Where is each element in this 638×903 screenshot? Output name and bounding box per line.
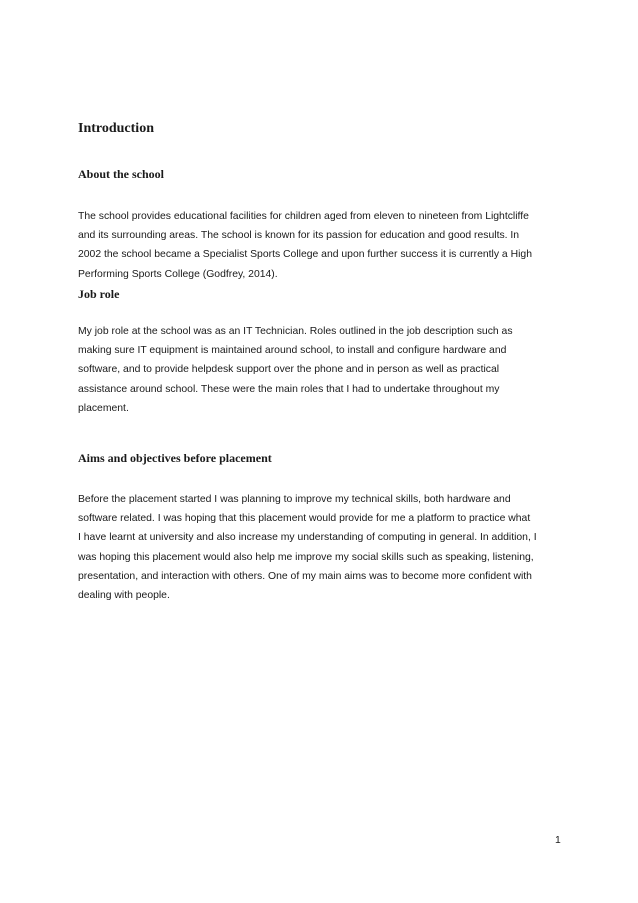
paragraph-line: The school provides educational facilities for children aged from eleven to nineteen from Lightcliffe [78,211,529,222]
section-heading-job-role: Job role [78,287,120,301]
section-heading-aims-objectives: Aims and objectives before placement [78,451,272,465]
page-title: Introduction [78,121,154,136]
paragraph-line: making sure IT equipment is maintained around school, to install and configure hardware and [78,345,507,357]
paragraph-line: assistance around school. These were the main roles that I had to undertake throughout my [78,383,500,395]
paragraph-line: and its surrounding areas. The school is known for its passion for education and good results. In [78,230,520,242]
paragraph-job-role [78,322,564,418]
paragraph-line: I have learnt at university and also increase my understanding of computing in general. In addition, I [78,532,537,544]
paragraph-line: software related. I was hoping that this placement would provide for me a platform to practice what [78,513,531,525]
section-heading-about-school: About the school [78,167,165,181]
page-number: 1 [555,835,561,846]
paragraph-line: 2002 the school became a Specialist Sports College and upon further success it is currently a High [78,249,532,261]
paragraph-line: software, and to provide helpdesk support over the phone and in person as well as practical [78,364,500,376]
paragraph-line: presentation, and interaction with others. One of my main aims was to become more confident with [78,570,532,582]
paragraph-line: dealing with people. [78,590,170,602]
paragraph-line: was hoping this placement would also help me improve my social skills such as speaking, listening, [78,551,534,563]
paragraph-line: Before the placement started I was planning to improve my technical skills, both hardware and [78,494,511,505]
paragraph-line: My job role at the school was as an IT Technician. Roles outlined in the job description such as [78,326,513,337]
paragraph-line: placement. [78,402,129,414]
paragraph-about-school [78,207,564,284]
paragraph-aims-objectives [78,490,564,605]
paragraph-line: Performing Sports College (Godfrey, 2014). [78,268,278,280]
